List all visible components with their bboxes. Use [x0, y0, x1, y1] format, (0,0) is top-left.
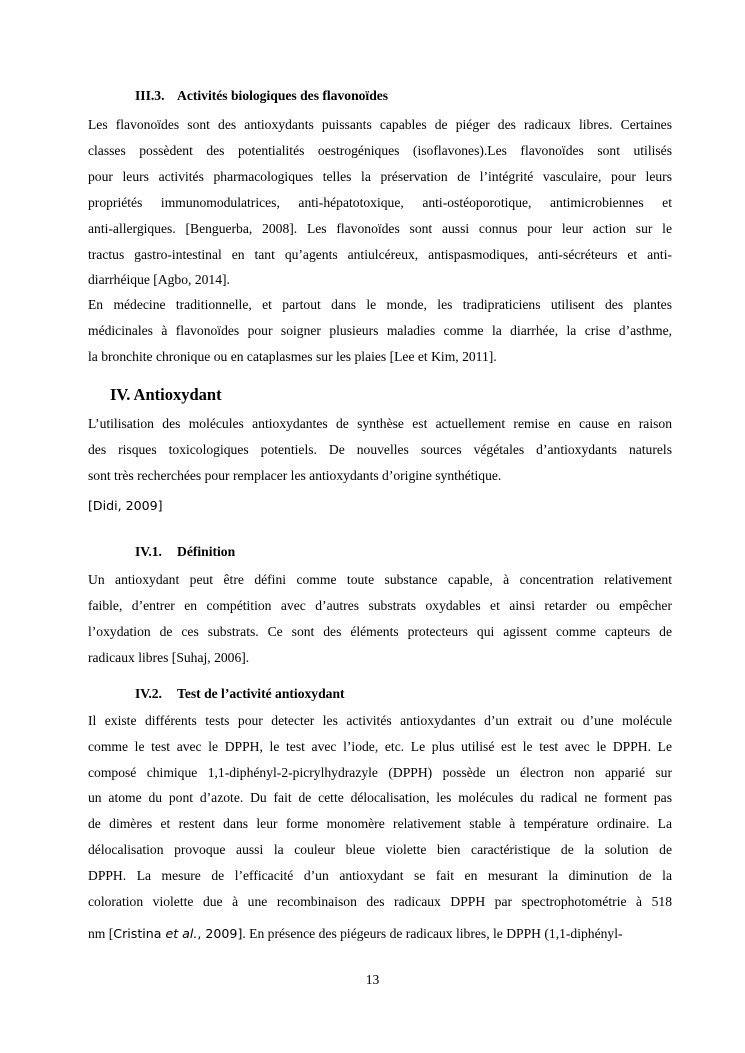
heading-title: Test de l’activité antioxydant — [177, 686, 345, 701]
text-line: L’utilisation des molécules antioxydantes de synthèse est actuellement remise en cause en raison — [88, 416, 672, 431]
text-line: Un antioxydant peut être défini comme toute substance capable, à concentration relativement — [88, 572, 672, 587]
text-line: composé chimique 1,1-diphényl-2-picrylhydrazyle (DPPH) possède un électron non apparié sur — [88, 765, 672, 780]
heading-number: IV.2. — [135, 686, 162, 701]
heading-title: Activités biologiques des flavonoïdes — [177, 88, 389, 103]
text-line-mixed — [88, 924, 672, 944]
citation-year: , 2009] — [197, 926, 243, 941]
text-line: anti-allergiques. [Benguerba, 2008]. Les flavonoïdes sont aussi connus pour leur action sur le — [88, 221, 672, 236]
text-line: un atome du pont d’azote. Du fait de cette délocalisation, les molécules du radical ne forment pas — [88, 790, 672, 805]
text-line: pour leurs activités pharmacologiques telles la préservation de l’intégrité vasculaire, pour leurs — [88, 169, 672, 184]
page-number: 13 — [365, 972, 380, 987]
text-line: médicinales à flavonoïdes pour soigner plusieurs maladies comme la diarrhée, la crise d’asthme, — [88, 323, 672, 338]
text-line: Les flavonoïdes sont des antioxydants puissants capables de piéger des radicaux libres. Certaines — [88, 117, 672, 132]
heading-number: III.3. — [135, 88, 165, 103]
text-fragment: nm [ — [88, 926, 114, 941]
text-line: coloration violette due à une recombinaison des radicaux DPPH par spectrophotométrie à 518 — [88, 894, 672, 909]
text-line: radicaux libres [Suhaj, 2006]. — [88, 650, 250, 665]
text-line: la bronchite chronique ou en cataplasmes sur les plaies [Lee et Kim, 2011]. — [88, 349, 497, 364]
heading-section-4-2 — [135, 686, 345, 702]
text-line: délocalisation provoque aussi la couleur bleue violette bien caractéristique de la solution de — [88, 842, 672, 857]
heading-title: Définition — [177, 544, 236, 559]
citation-etal: et al. — [165, 926, 198, 941]
text-line: sont très recherchées pour remplacer les antioxydants d’origine synthétique. — [88, 468, 502, 483]
citation: [Didi, 2009] — [88, 498, 163, 513]
text-line: Il existe différents tests pour detecter les activités antioxydantes d’un extrait ou d’une molécule — [88, 713, 672, 728]
text-line: comme le test avec le DPPH, le test avec l’iode, etc. Le plus utilisé est le test avec le DPPH. Le — [88, 739, 672, 754]
text-line: classes possèdent des potentialités oestrogéniques (isoflavones).Les flavonoïdes sont utilisés — [88, 143, 672, 158]
text-line: DPPH. La mesure de l’efficacité d’un antioxydant se fait en mesurant la diminution de la — [88, 868, 672, 883]
text-line: des risques toxicologiques potentiels. De nouvelles sources végétales d’antioxydants naturels — [88, 442, 672, 457]
heading-section-3-3 — [135, 88, 388, 104]
heading-number: IV.1. — [135, 544, 162, 559]
text-line: tractus gastro-intestinal en tant qu’agents antiulcéreux, antispasmodiques, anti-sécréteurs et anti- — [88, 247, 672, 262]
text-fragment: . En présence des piégeurs de radicaux libres, le DPPH (1,1-diphényl- — [242, 926, 623, 941]
heading-section-4-1 — [135, 544, 235, 560]
text-line: diarrhéique [Agbo, 2014]. — [88, 272, 230, 287]
text-line: propriétés immunomodulatrices, anti-hépatotoxique, anti-ostéoporotique, antimicrobiennes et — [88, 195, 672, 210]
heading-section-4: IV. Antioxydant — [110, 385, 222, 404]
text-line: de dimères et restent dans leur forme monomère relativement stable à température ordinaire. La — [88, 816, 672, 831]
citation-author: Cristina — [113, 926, 166, 941]
text-line: l’oxydation de ces substrats. Ce sont des éléments protecteurs qui agissent comme capteurs de — [88, 624, 672, 639]
text-line: En médecine traditionnelle, et partout dans le monde, les tradipraticiens utilisent des plantes — [88, 297, 672, 312]
text-line: faible, d’entrer en compétition avec d’autres substrats oxydables et ainsi retarder ou empêcher — [88, 598, 672, 613]
